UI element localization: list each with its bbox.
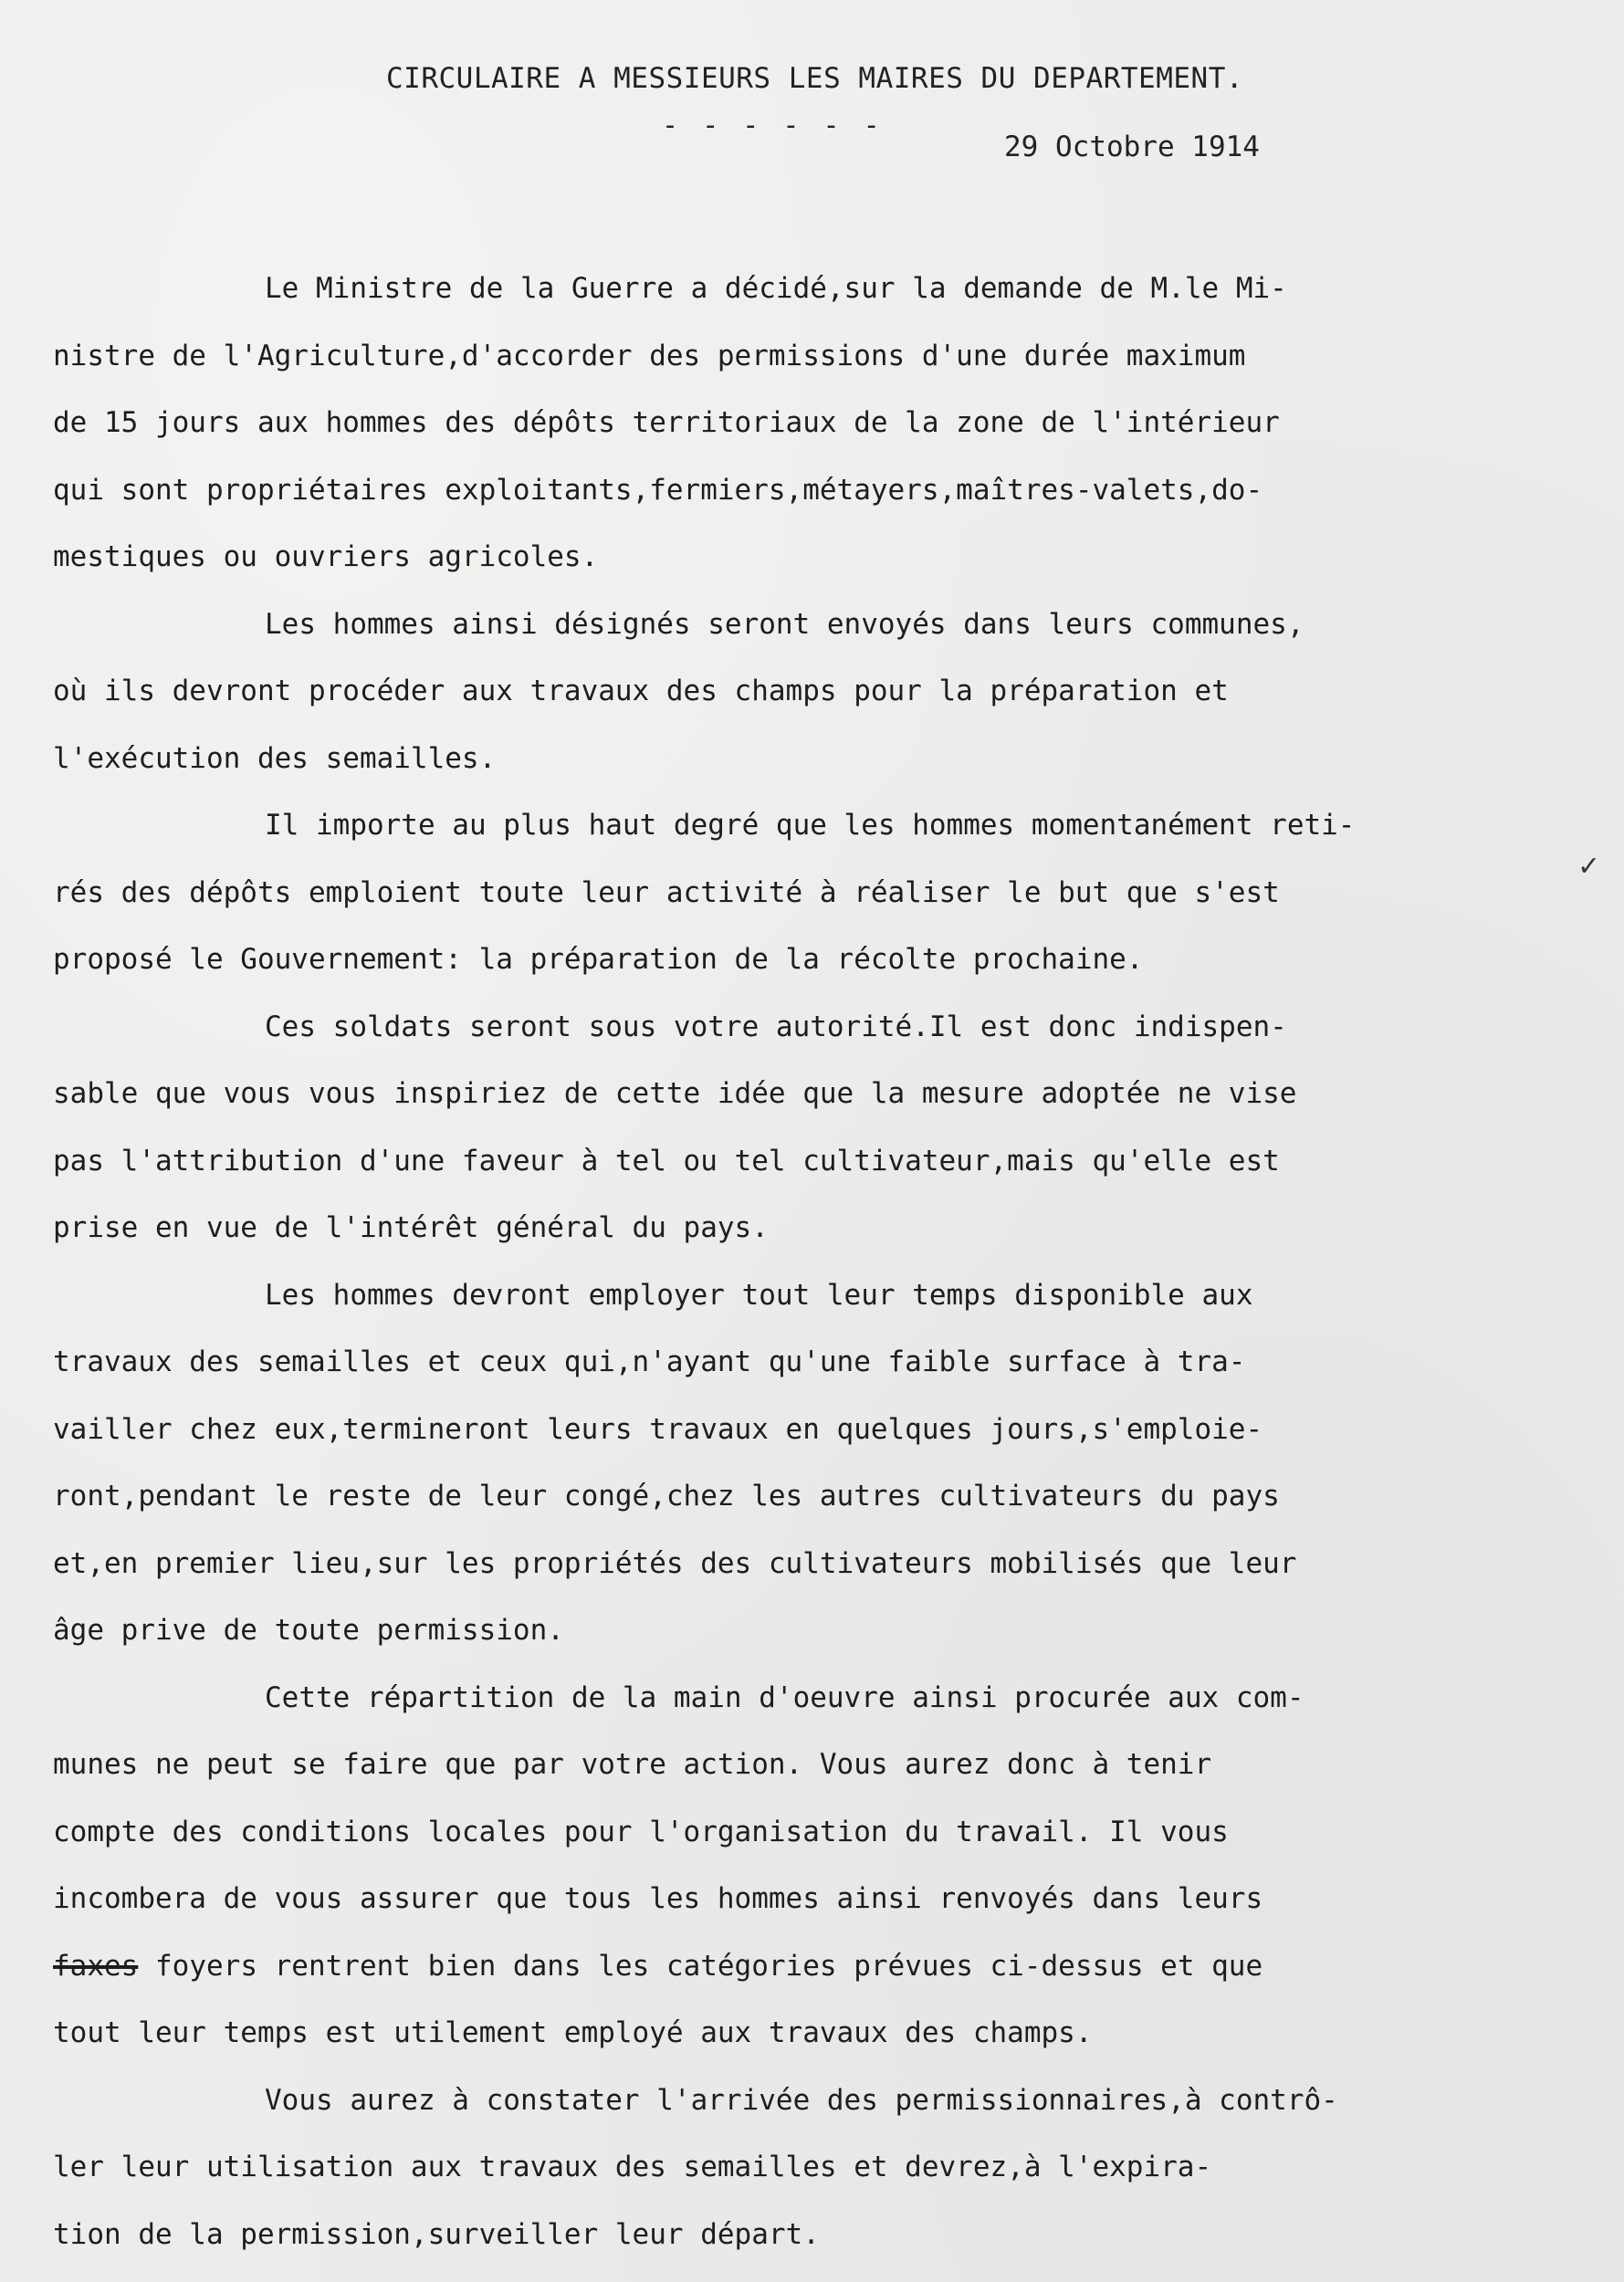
title-underline-dashes: - - - - - -	[662, 110, 884, 141]
text-line: Le Ministre de la Guerre a décidé,sur la demande de M.le Mi-	[265, 272, 1287, 305]
paragraph-7	[53, 2067, 1550, 2269]
text-line: Les hommes devront employer tout leur temps disponible aux	[265, 1278, 1253, 1312]
paragraph-5	[53, 1262, 1550, 1665]
text-line: tion de la permission,surveiller leur départ.	[53, 2217, 820, 2251]
text-line-with-struck-word	[53, 1933, 1550, 2001]
text-line: travaux des semailles et ceux qui,n'ayant qu'une faible surface à tra-	[53, 1345, 1246, 1378]
text-line: l'exécution des semailles.	[53, 741, 497, 775]
paragraph-4	[53, 994, 1550, 1262]
text-line: foyers rentrent bien dans les catégories prévues ci-dessus et que	[155, 1949, 1263, 1983]
text-line: sable que vous vous inspiriez de cette idée que la mesure adoptée ne vise	[53, 1077, 1297, 1110]
text-line: de 15 jours aux hommes des dépôts territoriaux de la zone de l'intérieur	[53, 406, 1280, 439]
struck-out-word: faxes	[53, 1949, 139, 1983]
text-line: mestiques ou ouvriers agricoles.	[53, 540, 599, 573]
circular-title: CIRCULAIRE A MESSIEURS LES MAIRES DU DEPARTEMENT.	[386, 62, 1244, 95]
paragraph-6	[53, 1665, 1550, 2067]
letter-body	[53, 256, 1550, 2268]
text-line: Cette répartition de la main d'oeuvre ainsi procurée aux com-	[265, 1680, 1304, 1714]
circular-date: 29 Octobre 1914	[1004, 131, 1260, 163]
margin-check-mark: ✓	[1579, 847, 1598, 884]
text-line: ler leur utilisation aux travaux des semailles et devrez,à l'expira-	[53, 2151, 1212, 2183]
text-line: prise en vue de l'intérêt général du pays.	[53, 1211, 769, 1244]
text-line: rés des dépôts emploient toute leur activité à réaliser le but que s'est	[53, 875, 1280, 909]
text-line: Ces soldats seront sous votre autorité.Il est donc indispen-	[265, 1010, 1287, 1043]
text-line: Les hommes ainsi désignés seront envoyés dans leurs communes,	[265, 607, 1304, 641]
text-line: Il importe au plus haut degré que les hommes momentanément reti-	[265, 809, 1356, 842]
paragraph-3	[53, 792, 1550, 994]
text-line: ront,pendant le reste de leur congé,chez les autres cultivateurs du pays	[53, 1480, 1280, 1513]
text-line: proposé le Gouvernement: la préparation de la récolte prochaine.	[53, 943, 1144, 976]
paragraph-2	[53, 591, 1550, 793]
text-line: qui sont propriétaires exploitants,fermiers,métayers,maîtres-valets,do-	[53, 473, 1263, 507]
text-line: et,en premier lieu,sur les propriétés des cultivateurs mobilisés que leur	[53, 1546, 1297, 1580]
text-line: incombera de vous assurer que tous les hommes ainsi renvoyés dans leurs	[53, 1882, 1263, 1915]
text-line: compte des conditions locales pour l'organisation du travail. Il vous	[53, 1815, 1229, 1848]
paragraph-1	[53, 256, 1550, 591]
text-line: tout leur temps est utilement employé aux travaux des champs.	[53, 2016, 1093, 2049]
text-line: où ils devront procéder aux travaux des champs pour la préparation et	[53, 675, 1229, 707]
text-line: vailler chez eux,termineront leurs travaux en quelques jours,s'emploie-	[53, 1412, 1263, 1446]
text-line: Vous aurez à constater l'arrivée des permissionnaires,à contrô-	[265, 2083, 1338, 2117]
text-line: munes ne peut se faire que par votre action. Vous aurez donc à tenir	[53, 1748, 1212, 1781]
text-line: pas l'attribution d'une faveur à tel ou tel cultivateur,mais qu'elle est	[53, 1144, 1280, 1178]
text-line: âge prive de toute permission.	[53, 1614, 564, 1647]
text-line: nistre de l'Agriculture,d'accorder des permissions d'une durée maximum	[53, 339, 1246, 372]
